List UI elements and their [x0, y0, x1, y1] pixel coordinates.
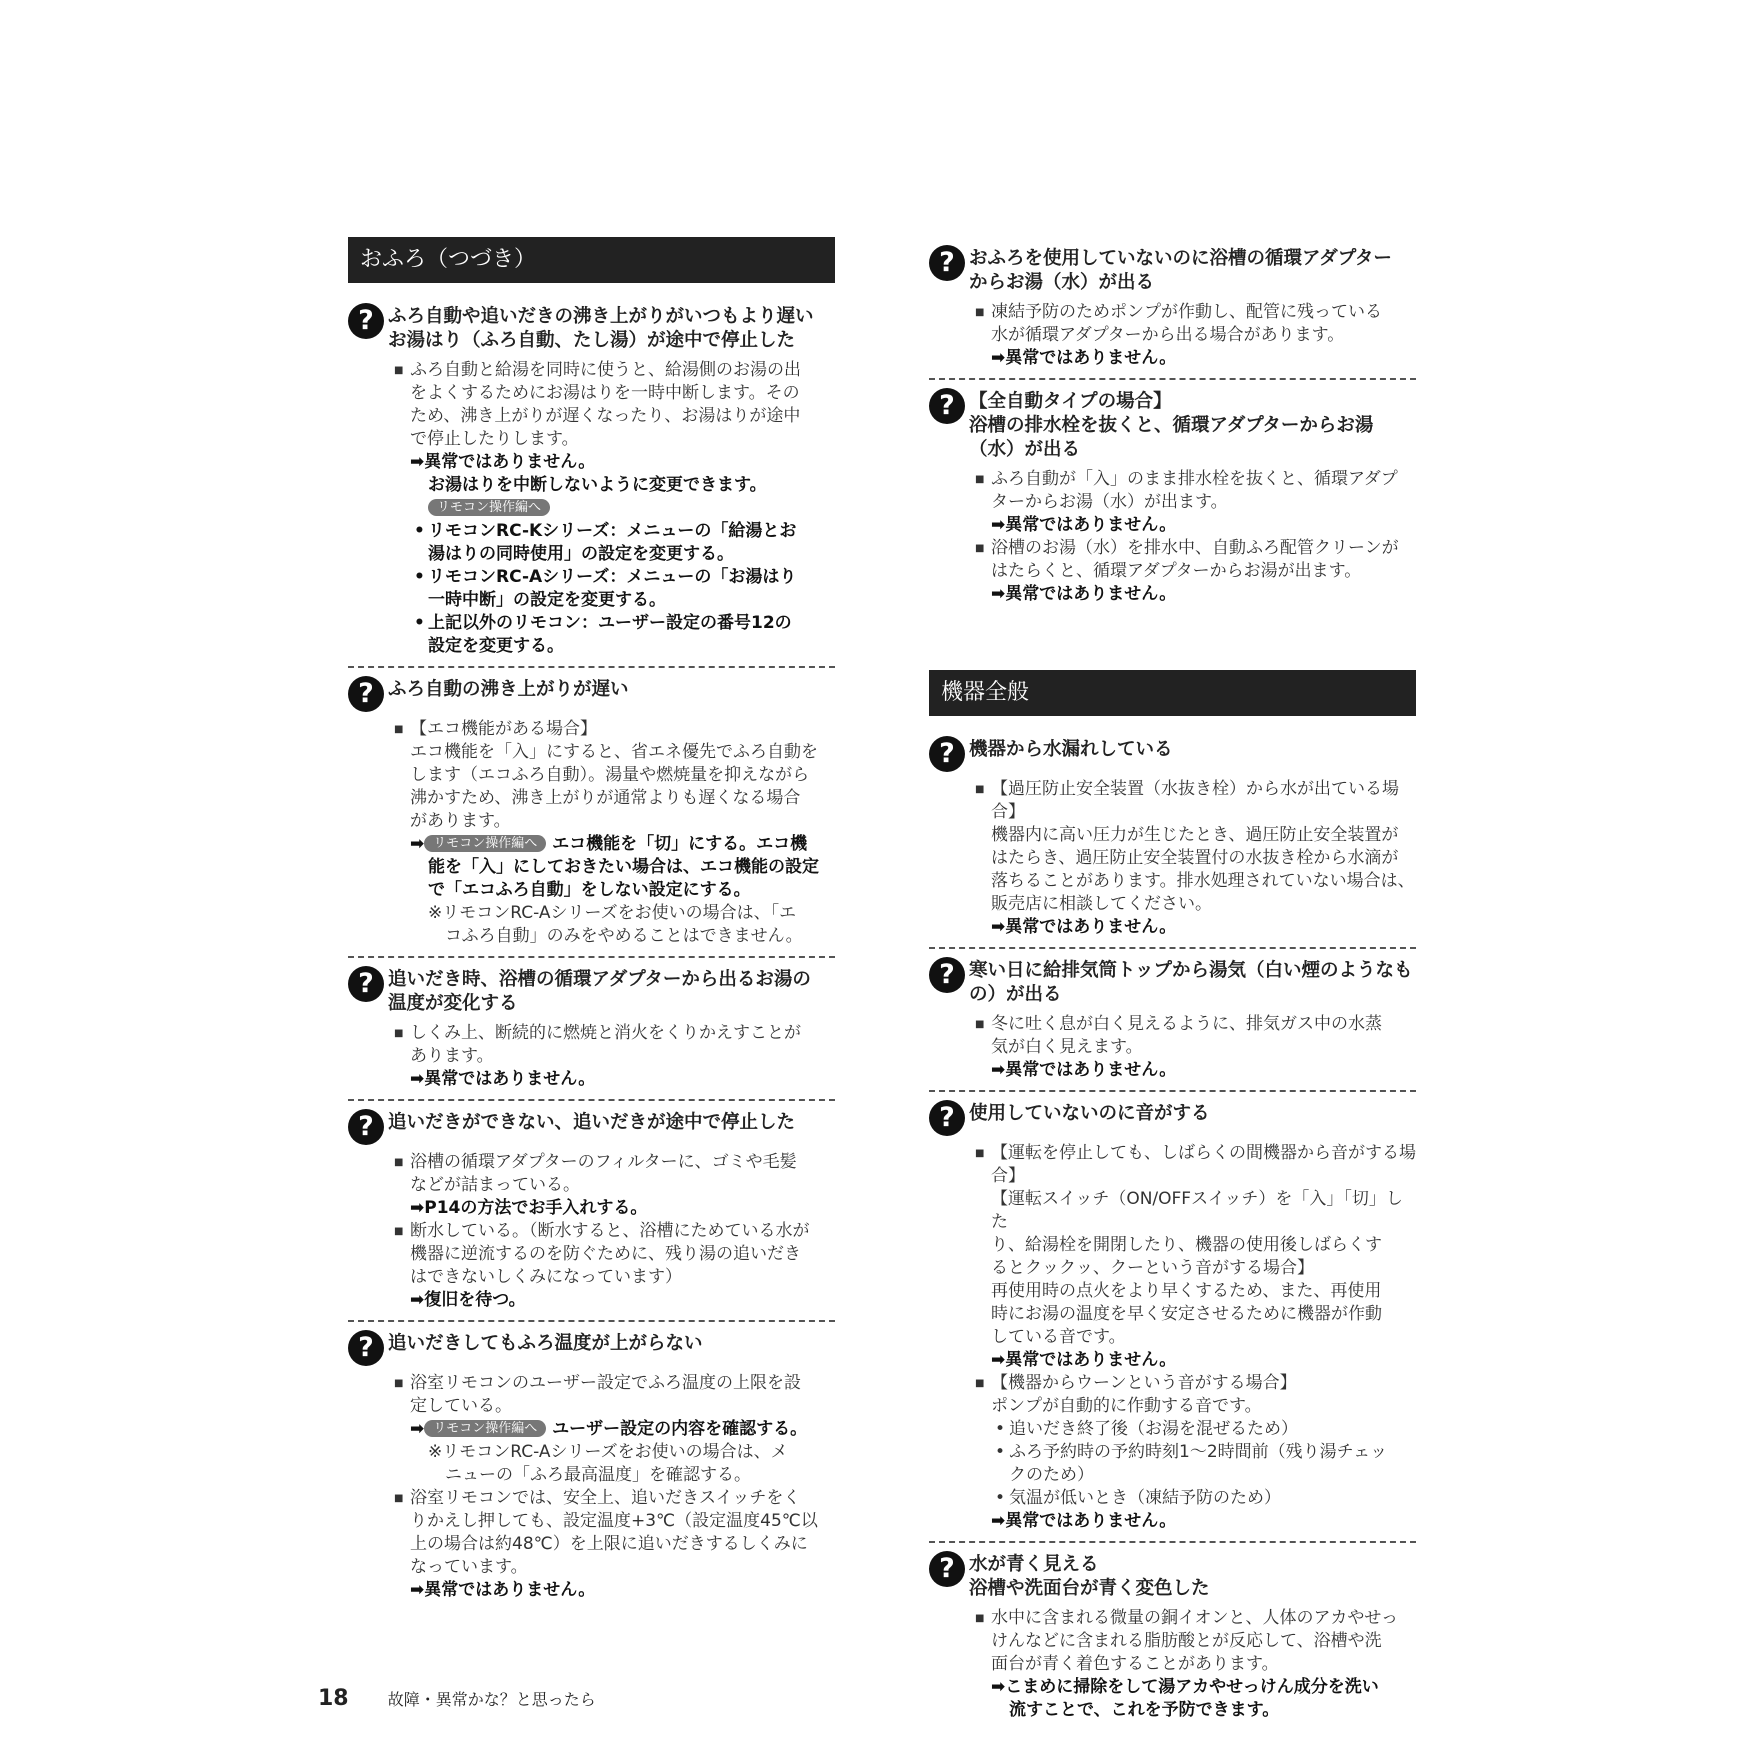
question-icon: ? [348, 303, 384, 339]
bullet-continuation: 水が循環アダプターから出る場合があります。 [991, 325, 1345, 345]
question-line: ふろ自動の沸き上がりが遅い [388, 679, 629, 700]
answer-body [394, 1151, 835, 1312]
remocon-manual-badge: リモコン操作編へ [424, 1420, 546, 1437]
answer-text: エコ機能を「切」にする。エコ機 [546, 834, 808, 854]
right-top-items [929, 237, 1416, 614]
question-line: （水）が出る [969, 439, 1081, 460]
section-header-equipment-general: 機器全般 [929, 670, 1416, 716]
answer-line: ➡こまめに掃除をして湯アカやせっけん成分を洗い [991, 1677, 1379, 1697]
question-icon: ? [348, 966, 384, 1002]
answer-line: ➡異常ではありません。 [410, 1069, 596, 1089]
question-line: 使用していないのに音がする [969, 1103, 1210, 1124]
question-line: ふろ自動や追いだきの沸き上がりがいつもより遅い [388, 306, 814, 327]
dot-list-item: • リモコンRC-Kシリーズ：メニューの「給湯とお [394, 520, 835, 543]
bullet-continuation: あります。 [410, 1046, 494, 1066]
question-line: 追いだき時、浴槽の循環アダプターから出るお湯の [388, 969, 811, 990]
bullet-line: ■ ふろ自動と給湯を同時に使うと、給湯側のお湯の出 [394, 359, 835, 382]
question-text [388, 1330, 703, 1356]
faq-item [348, 295, 835, 668]
question-row [348, 1330, 835, 1366]
answer-line: ➡復旧を待つ。 [410, 1290, 526, 1310]
answer-body [975, 301, 1416, 370]
question-text [388, 676, 629, 702]
bullet-continuation: ポンプが自動的に作動する音です。 [991, 1396, 1262, 1416]
question-line: 機器から水漏れしている [969, 739, 1173, 760]
bullet-line: ■ ふろ自動が「入」のまま排水栓を抜くと、循環アダプ [975, 468, 1416, 491]
bullet-continuation: をよくするためにお湯はりを一時中断します。その [410, 383, 800, 403]
answer-body [975, 1013, 1416, 1082]
bullet-continuation: 販売店に相談してください。 [991, 894, 1212, 914]
faq-item [929, 380, 1416, 614]
page-footer [318, 1686, 596, 1711]
question-row [929, 957, 1416, 1007]
question-icon: ? [929, 736, 965, 772]
question-line: 寒い日に給排気筒トップから湯気（白い煙のようなも [969, 960, 1413, 981]
dot-list-item: • ふろ予約時の予約時刻1～2時間前（残り湯チェッ [975, 1441, 1416, 1464]
question-line: 浴槽や洗面台が青く変色した [969, 1578, 1210, 1599]
remocon-manual-badge: リモコン操作編へ [424, 835, 546, 852]
question-icon: ? [348, 1330, 384, 1366]
answer-continuation: 一時中断」の設定を変更する。 [428, 590, 666, 610]
question-icon: ? [929, 245, 965, 281]
question-text [969, 1100, 1210, 1126]
question-text [388, 1109, 795, 1135]
faq-item [929, 728, 1416, 949]
question-row [929, 1100, 1416, 1136]
right-column [929, 237, 1416, 1730]
bullet-line: ■ しくみ上、断続的に燃焼と消火をくりかえすことが [394, 1022, 835, 1045]
answer-continuation: で「エコふろ自動」をしない設定にする。 [428, 880, 751, 900]
badge-line [394, 497, 835, 520]
answer-line: ➡P14の方法でお手入れする。 [410, 1198, 648, 1218]
bullet-continuation: 機器に逆流するのを防ぐために、残り湯の追いだき [410, 1244, 801, 1264]
question-row [348, 966, 835, 1016]
arrow-icon: ➡ [410, 834, 425, 854]
note-line: ※リモコンRC-Aシリーズをお使いの場合は、メ [428, 1442, 788, 1462]
bullet-line: ■ 水中に含まれる微量の銅イオンと、人体のアカやせっ [975, 1607, 1416, 1630]
faq-item [348, 1101, 835, 1322]
answer-body [975, 1142, 1416, 1533]
question-row [348, 1109, 835, 1145]
bullet-continuation: エコ機能を「入」にすると、省エネ優先でふろ自動を [410, 742, 818, 762]
bullet-line: ■ 【機器からウーンという音がする場合】 [975, 1372, 1416, 1395]
bullet-line: ■ 浴槽の循環アダプターのフィルターに、ゴミや毛髪 [394, 1151, 835, 1174]
answer-line: ➡異常ではありません。 [991, 1060, 1177, 1080]
bullet-line: ■ 【運転を停止しても、しばらくの間機器から音がする場合】 [975, 1142, 1416, 1188]
answer-text: ユーザー設定の内容を確認する。 [546, 1419, 808, 1439]
answer-line: ➡異常ではありません。 [991, 917, 1177, 937]
answer-continuation: 湯はりの同時使用」の設定を変更する。 [428, 544, 734, 564]
question-icon: ? [929, 1551, 965, 1587]
question-row [929, 736, 1416, 772]
left-column [348, 237, 835, 1610]
note-line: ※リモコンRC-Aシリーズをお使いの場合は、「エ [428, 903, 797, 923]
question-line: 追いだきができない、追いだきが途中で停止した [388, 1112, 796, 1133]
bullet-line: ■ 浴室リモコンのユーザー設定でふろ温度の上限を設 [394, 1372, 835, 1395]
bullet-continuation: 落ちることがあります。排水処理されていない場合は、 [991, 871, 1415, 891]
bullet-continuation: などが詰まっている。 [410, 1175, 580, 1195]
question-row [348, 303, 835, 353]
question-row [929, 245, 1416, 295]
section-spacer [929, 614, 1416, 670]
question-icon: ? [348, 676, 384, 712]
bullet-continuation: はできないしくみになっています） [410, 1267, 682, 1287]
bullet-continuation: 【運転スイッチ（ON/OFFスイッチ）を「入」「切」した [991, 1189, 1403, 1232]
left-items [348, 295, 835, 1610]
answer-body [975, 468, 1416, 606]
answer-line: ➡異常ではありません。 [410, 452, 596, 472]
question-icon: ? [929, 1100, 965, 1136]
question-text [969, 1551, 1210, 1601]
bullet-line: ■ 【過圧防止安全装置（水抜き栓）から水が出ている場合】 [975, 778, 1416, 824]
bullet-continuation: 上の場合は約48℃）を上限に追いだきするしくみに [410, 1534, 808, 1554]
bullet-continuation: があります。 [410, 811, 511, 831]
bullet-continuation: で停止したりします。 [410, 429, 579, 449]
page-number: 18 [318, 1686, 349, 1711]
bullet-continuation: りかえし押しても、設定温度+3℃（設定温度45℃以 [410, 1511, 818, 1531]
question-text [969, 388, 1373, 462]
bullet-line: ■ 冬に吐く息が白く見えるように、排気ガス中の水蒸 [975, 1013, 1416, 1036]
answer-line: ➡異常ではありません。 [991, 1511, 1177, 1531]
faq-item [348, 1322, 835, 1610]
question-text [969, 957, 1412, 1007]
bullet-line: ■ 浴室リモコンでは、安全上、追いだきスイッチをく [394, 1487, 835, 1510]
question-line: 温度が変化する [388, 993, 518, 1014]
answer-body [975, 778, 1416, 939]
question-row [929, 1551, 1416, 1601]
bullet-line: ■ 凍結予防のためポンプが作動し、配管に残っている [975, 301, 1416, 324]
answer-line-with-badge [394, 833, 835, 856]
answer-body [975, 1607, 1416, 1722]
question-row [348, 676, 835, 712]
bullet-continuation: はたらき、過圧防止安全装置付の水抜き栓から水滴が [991, 848, 1399, 868]
answer-line-with-badge [394, 1418, 835, 1441]
question-text [388, 966, 811, 1016]
dot-list-item: • 気温が低いとき（凍結予防のため） [975, 1487, 1416, 1510]
bullet-continuation: ため、沸き上がりが遅くなったり、お湯はりが途中 [410, 406, 801, 426]
bullet-continuation: り、給湯栓を開閉したり、機器の使用後しばらくす [991, 1235, 1382, 1255]
answer-line: ➡異常ではありません。 [410, 1580, 596, 1600]
answer-line: ➡異常ではありません。 [991, 515, 1177, 535]
question-line: 【全自動タイプの場合】 [969, 391, 1172, 412]
answer-continuation: お湯はりを中断しないように変更できます。 [428, 475, 767, 495]
bullet-continuation: るとクックッ、クーという音がする場合】 [991, 1258, 1314, 1278]
question-icon: ? [929, 388, 965, 424]
question-text [388, 303, 814, 353]
bullet-line: ■ 断水している。（断水すると、浴槽にためている水が [394, 1220, 835, 1243]
faq-item [348, 668, 835, 958]
question-line: の）が出る [969, 984, 1062, 1005]
answer-continuation: 流すことで、これを予防できます。 [1009, 1700, 1280, 1720]
bullet-line: ■ 【エコ機能がある場合】 [394, 718, 835, 741]
bullet-continuation: はたらくと、循環アダプターからお湯が出ます。 [991, 561, 1362, 581]
answer-body [394, 359, 835, 658]
dot-list-item: • 追いだき終了後（お湯を混ぜるため） [975, 1418, 1416, 1441]
right-items [929, 728, 1416, 1730]
bullet-continuation: します（エコふろ自動）。湯量や燃焼量を抑えながら [410, 765, 810, 785]
faq-item [929, 237, 1416, 380]
answer-body [394, 718, 835, 948]
answer-body [394, 1372, 835, 1602]
dot-list-item: • リモコンRC-Aシリーズ：メニューの「お湯はり [394, 566, 835, 589]
question-line: 追いだきしてもふろ温度が上がらない [388, 1333, 703, 1354]
bullet-continuation: 定している。 [410, 1396, 512, 1416]
faq-item [929, 1543, 1416, 1730]
question-text [969, 245, 1392, 295]
bullet-continuation: 機器内に高い圧力が生じたとき、過圧防止安全装置が [991, 825, 1399, 845]
note-line: ニューの「ふろ最高温度」を確認する。 [428, 1465, 751, 1485]
remocon-manual-badge: リモコン操作編へ [428, 499, 550, 516]
bullet-continuation: 再使用時の点火をより早くするため、また、再使用 [991, 1281, 1382, 1301]
bullet-continuation: けんなどに含まれる脂肪酸とが反応して、浴槽や洗 [991, 1631, 1382, 1651]
question-icon: ? [929, 957, 965, 993]
bullet-line: ■ 浴槽のお湯（水）を排水中、自動ふろ配管クリーンが [975, 537, 1416, 560]
answer-continuation: 設定を変更する。 [428, 636, 564, 656]
answer-body [394, 1022, 835, 1091]
question-icon: ? [348, 1109, 384, 1145]
bullet-continuation: ターからお湯（水）が出ます。 [991, 492, 1228, 512]
question-line: 水が青く見える [969, 1554, 1099, 1575]
section-header-bath-continued: おふろ（つづき） [348, 237, 835, 283]
note-line: コふろ自動」のみをやめることはできません。 [428, 926, 803, 946]
arrow-icon: ➡ [410, 1419, 425, 1439]
footer-title: 故障・異常かな？と思ったら [387, 1690, 596, 1709]
bullet-continuation: 気が白く見えます。 [991, 1037, 1143, 1057]
question-row [929, 388, 1416, 462]
bullet-continuation: 沸かすため、沸き上がりが通常よりも遅くなる場合 [410, 788, 801, 808]
question-line: 浴槽の排水栓を抜くと、循環アダプターからお湯 [969, 415, 1374, 436]
note-line: クのため） [1009, 1465, 1094, 1485]
dot-list-item: • 上記以外のリモコン：ユーザー設定の番号12の [394, 612, 835, 635]
question-text [969, 736, 1173, 762]
bullet-continuation: 時にお湯の温度を早く安定させるために機器が作動 [991, 1304, 1382, 1324]
bullet-continuation: 面台が青く着色することがあります。 [991, 1654, 1279, 1674]
bullet-continuation: している音です。 [991, 1327, 1126, 1347]
answer-line: ➡異常ではありません。 [991, 1350, 1177, 1370]
answer-continuation: 能を「入」にしておきたい場合は、エコ機能の設定 [428, 857, 819, 877]
bullet-continuation: なっています。 [410, 1557, 528, 1577]
faq-item [348, 958, 835, 1101]
faq-item [929, 949, 1416, 1092]
answer-line: ➡異常ではありません。 [991, 584, 1177, 604]
faq-item [929, 1092, 1416, 1543]
question-line: お湯はり（ふろ自動、たし湯）が途中で停止した [388, 330, 796, 351]
question-line: おふろを使用していないのに浴槽の循環アダプター [969, 248, 1392, 269]
answer-line: ➡異常ではありません。 [991, 348, 1177, 368]
question-line: からお湯（水）が出る [969, 272, 1155, 293]
